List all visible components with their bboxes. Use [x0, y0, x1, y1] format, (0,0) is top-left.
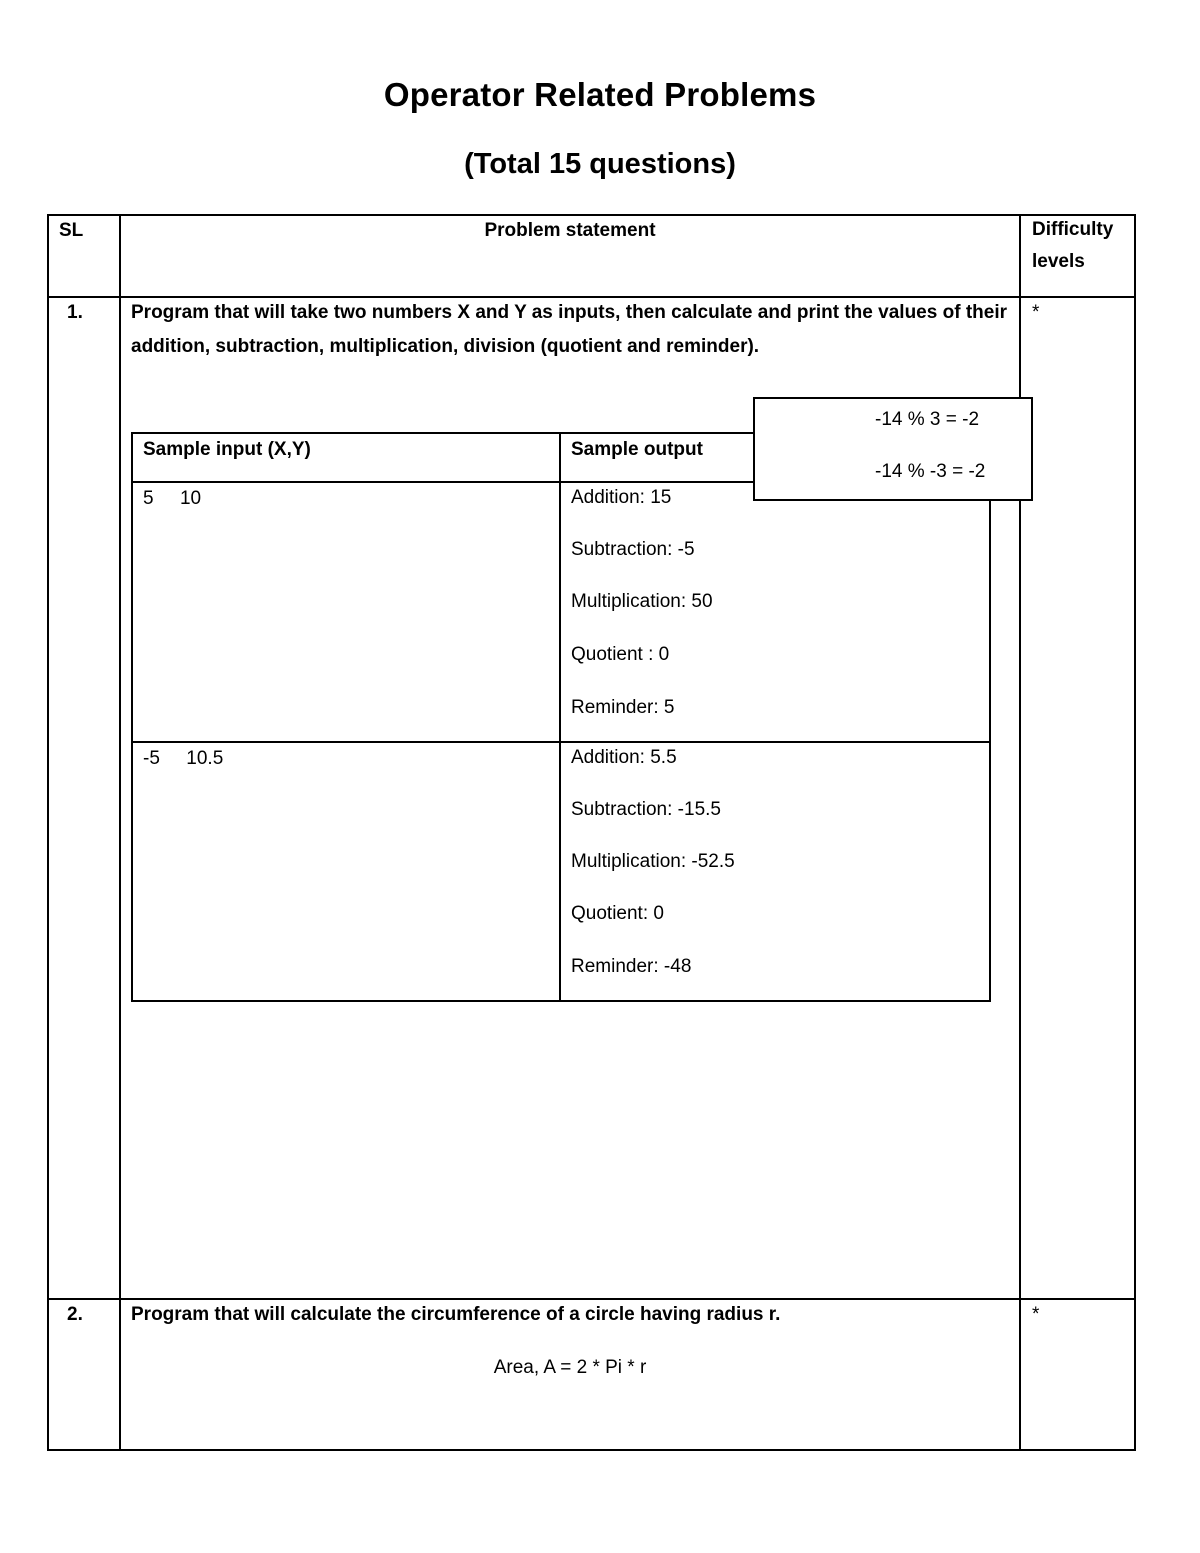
sample-output-1-reminder: Reminder: 5 — [571, 697, 675, 718]
sample-output-2-quotient: Quotient: 0 — [571, 903, 664, 924]
modulo-note-1: -14 % 3 = -2 — [875, 409, 980, 430]
row1-statement-part: Program that will take two numbers — [131, 302, 458, 323]
row2-formula: Area, A = 2 * Pi * r — [493, 1357, 647, 1378]
sample-input-header: Sample input (X,Y) — [143, 439, 311, 460]
sample-output-1-quotient: Quotient : 0 — [571, 644, 670, 665]
header-problem-statement: Problem statement — [484, 220, 656, 241]
row2-statement: Program that will calculate the circumference of a circle having radius r. — [131, 1304, 781, 1325]
row2-difficulty: * — [1032, 1304, 1040, 1325]
header-difficulty-line1: Difficulty — [1032, 219, 1114, 240]
row1-sl: 1. — [67, 302, 83, 323]
modulo-note-2: -14 % -3 = -2 — [875, 461, 986, 482]
sample-output-2-multiplication: Multiplication: -52.5 — [571, 851, 735, 872]
page-title: Operator Related Problems — [383, 76, 817, 113]
sample-output-1-multiplication: Multiplication: 50 — [571, 591, 713, 612]
sample-output-header: Sample output — [571, 439, 703, 460]
header-sl: SL — [59, 220, 84, 241]
row1-statement-part: and — [470, 302, 515, 323]
row1-var-x: X — [457, 302, 471, 323]
sample-output-1-addition: Addition: 15 — [571, 487, 672, 508]
row2-sl: 2. — [67, 1304, 83, 1325]
header-difficulty — [1032, 214, 1113, 278]
modulo-note-box — [753, 397, 1033, 501]
sample-output-1-subtraction: Subtraction: -5 — [571, 539, 695, 560]
row1-difficulty: * — [1032, 302, 1040, 323]
sample-input-1: 5 10 — [143, 488, 202, 509]
page-subtitle: (Total 15 questions) — [464, 148, 736, 180]
sample-output-2-reminder: Reminder: -48 — [571, 956, 692, 977]
sample-output-2-addition: Addition: 5.5 — [571, 747, 677, 768]
sample-output-2-subtraction: Subtraction: -15.5 — [571, 799, 721, 820]
header-difficulty-line2: levels — [1032, 251, 1085, 272]
row1-statement — [131, 296, 1007, 364]
sample-input-2: -5 10.5 — [143, 748, 224, 769]
row1-var-y: Y — [514, 302, 527, 323]
row1-statement-part: as inputs, then calculate and print the values of their addition, subtraction, multiplication, division (quotient and reminder). — [131, 302, 1008, 357]
